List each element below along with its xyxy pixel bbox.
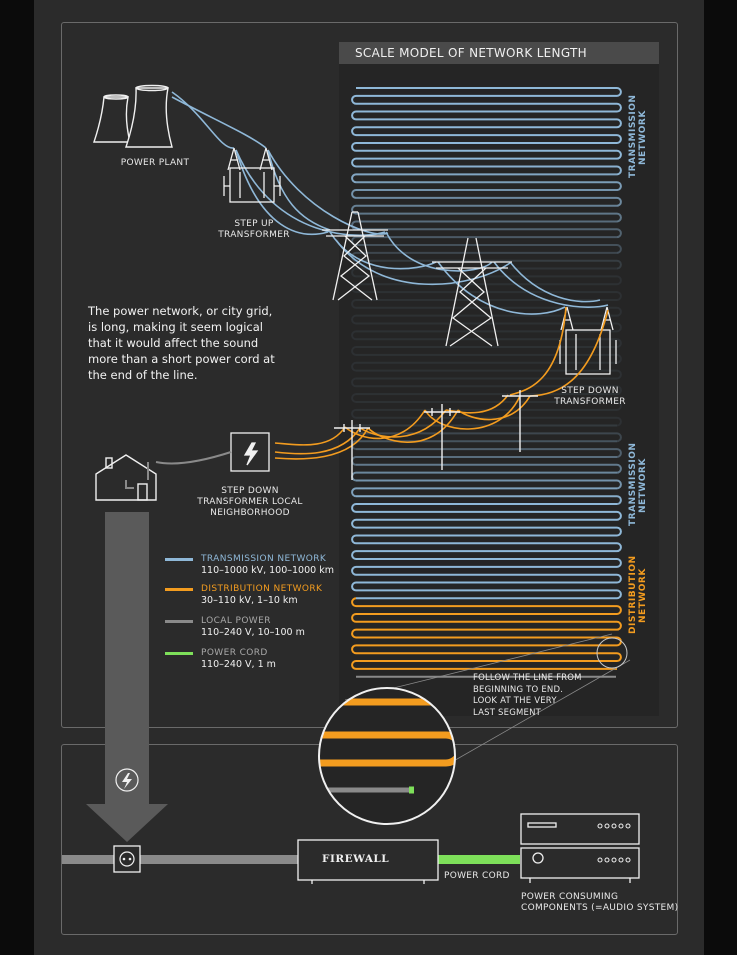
scale-line-bend xyxy=(352,127,356,135)
transmission-network-label: TRANSMISSION NETWORK xyxy=(628,94,648,178)
scale-line-bend xyxy=(617,371,621,379)
local-transformer-icon xyxy=(231,433,269,471)
scale-line-bend xyxy=(352,394,356,402)
legend-swatch xyxy=(165,620,193,623)
transmission-lines xyxy=(172,92,608,314)
scale-line-bend xyxy=(352,410,356,418)
scale-line-bend xyxy=(352,174,356,182)
house-icon xyxy=(96,455,156,500)
scale-line-bend xyxy=(617,214,621,222)
power-cord-label: POWER CORD xyxy=(444,871,510,881)
scale-line-bend xyxy=(352,551,356,559)
scale-line-bend xyxy=(617,433,621,441)
power-plant-label: POWER PLANT xyxy=(120,158,190,168)
scale-line-bend xyxy=(352,331,356,339)
legend-name: POWER CORD xyxy=(201,648,268,658)
scale-line-bend xyxy=(352,598,356,606)
scale-line-bend xyxy=(617,528,621,536)
scale-line-bend xyxy=(617,261,621,269)
scale-line-bend xyxy=(617,135,621,143)
scale-line-bend xyxy=(617,543,621,551)
scale-model-header: SCALE MODEL OF NETWORK LENGTH xyxy=(339,42,659,64)
local-power-line xyxy=(156,452,231,464)
local-power-bar xyxy=(62,855,298,864)
magnifier-callout xyxy=(300,634,630,824)
lower-transmission-network-label: TRANSMISSION NETWORK xyxy=(628,442,648,526)
firewall-label: FIREWALL xyxy=(322,853,390,865)
scale-line-bend xyxy=(352,269,356,277)
scale-line-bend xyxy=(352,630,356,638)
scale-line-bend xyxy=(352,583,356,591)
scale-line-bend xyxy=(352,363,356,371)
local-transformer-label: STEP DOWN TRANSFORMER LOCAL NEIGHBORHOOD xyxy=(197,486,303,518)
scale-line-bend xyxy=(617,167,621,175)
legend-desc: 110–240 V, 1 m xyxy=(201,659,276,670)
scale-line-bend xyxy=(617,559,621,567)
scale-line-bend xyxy=(617,575,621,583)
scale-line-bend xyxy=(617,104,621,112)
distribution-network-label: DISTRIBUTION NETWORK xyxy=(628,555,648,634)
legend-desc: 110–240 V, 10–100 m xyxy=(201,627,305,638)
scale-line-bend xyxy=(617,481,621,489)
scale-line-bend xyxy=(352,190,356,198)
power-plant-icon xyxy=(94,86,172,148)
explanation-text: The power network, or city grid, is long, making it seem logical that it would affect the sound more than a short power cord at the end of the line. xyxy=(88,304,275,382)
follow-line-note: FOLLOW THE LINE FROM BEGINNING TO END. LOOK AT THE VERY LAST SEGMENT xyxy=(473,673,582,718)
scale-line-bend xyxy=(352,520,356,528)
scale-line-bend xyxy=(617,229,621,237)
scale-line-bend xyxy=(352,112,356,120)
scale-line-bend xyxy=(617,512,621,520)
scale-line-bend xyxy=(352,645,356,653)
scale-line-bend xyxy=(617,88,621,96)
scale-line-bend xyxy=(352,96,356,104)
wall-socket-icon xyxy=(114,846,140,872)
scale-line-bend xyxy=(617,653,621,661)
scale-line-bend xyxy=(617,324,621,332)
scale-line-bend xyxy=(617,151,621,159)
legend-desc: 110–1000 kV, 100–1000 km xyxy=(201,565,334,576)
legend-name: DISTRIBUTION NETWORK xyxy=(201,584,323,594)
legend-name: TRANSMISSION NETWORK xyxy=(201,554,327,564)
step-up-transformer-label: STEP UP TRANSFORMER xyxy=(218,219,290,240)
scale-line-bend xyxy=(617,292,621,300)
scale-line-bend xyxy=(352,316,356,324)
scale-model-lines xyxy=(352,88,621,677)
legend-name: LOCAL POWER xyxy=(201,616,271,626)
scale-line-bend xyxy=(352,488,356,496)
legend-swatch xyxy=(165,558,193,561)
scale-line-bend xyxy=(352,504,356,512)
scale-line-bend xyxy=(617,355,621,363)
scale-line-bend xyxy=(352,378,356,386)
legend-swatch xyxy=(165,652,193,655)
scale-line-bend xyxy=(617,418,621,426)
scale-line-bend xyxy=(617,590,621,598)
scale-line-bend xyxy=(352,614,356,622)
scale-line-bend xyxy=(352,143,356,151)
components-label: POWER CONSUMING COMPONENTS (=AUDIO SYSTEM) xyxy=(521,892,679,913)
scale-line-bend xyxy=(617,606,621,614)
scale-line-bend xyxy=(617,622,621,630)
legend-desc: 30–110 kV, 1–10 km xyxy=(201,595,298,606)
scale-line-bend xyxy=(617,119,621,127)
scale-line-bend xyxy=(352,159,356,167)
scale-line-bend xyxy=(352,567,356,575)
scale-line-bend xyxy=(617,182,621,190)
step-down-transformer-label: STEP DOWN TRANSFORMER xyxy=(554,386,626,407)
scale-line-bend xyxy=(352,300,356,308)
scale-line-bend xyxy=(617,198,621,206)
scale-line-bend xyxy=(617,465,621,473)
down-arrow-icon xyxy=(86,512,168,842)
scale-line-bend xyxy=(617,339,621,347)
scale-line-bend xyxy=(617,496,621,504)
scale-line-bend xyxy=(352,347,356,355)
scale-line-bend xyxy=(617,276,621,284)
legend-swatch xyxy=(165,588,193,591)
step-down-transformer-icon xyxy=(560,307,616,374)
scale-line-bend xyxy=(617,308,621,316)
power-cord-bar xyxy=(438,855,520,864)
scale-line-bend xyxy=(617,245,621,253)
pylon-icon xyxy=(322,212,388,300)
scale-line-bend xyxy=(617,449,621,457)
scale-line-bend xyxy=(352,661,356,669)
scale-line-bend xyxy=(352,535,356,543)
